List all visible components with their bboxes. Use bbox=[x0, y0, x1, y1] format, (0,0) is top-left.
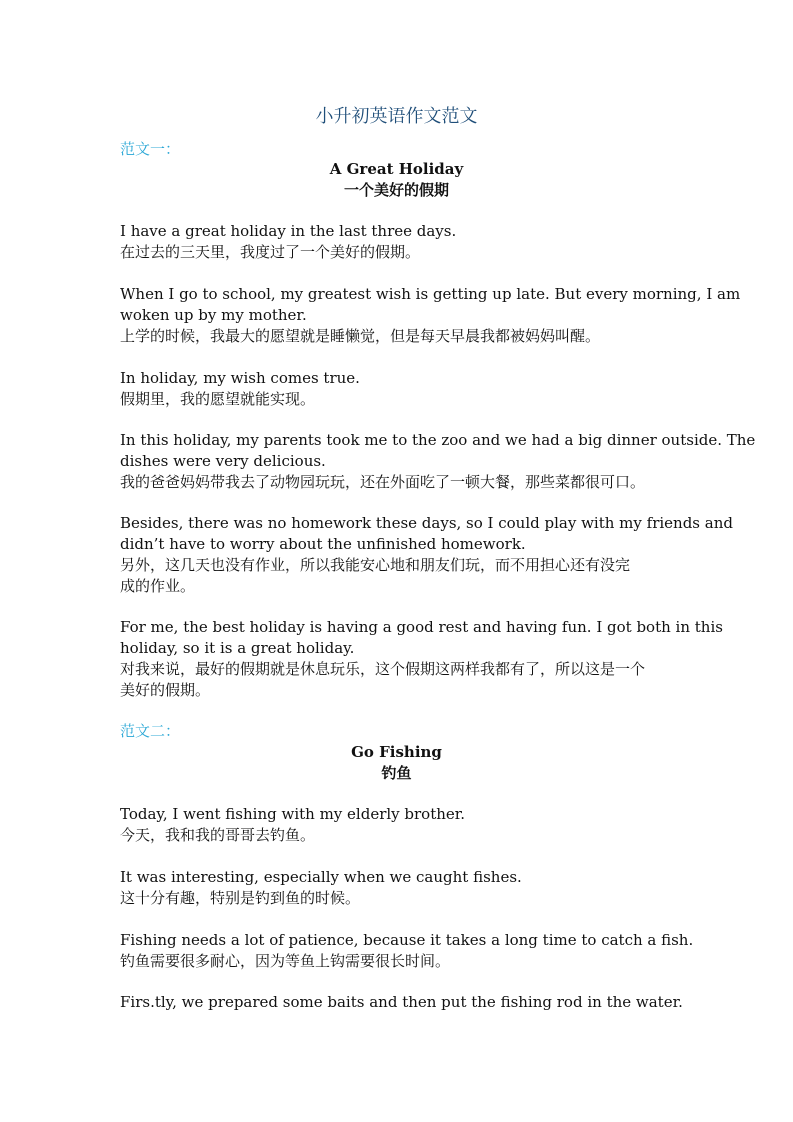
essay2-line: 今天，我和我的哥哥去钓鱼。 bbox=[120, 826, 316, 844]
essay2-line: Firs.tly, we prepared some baits and then put the fishing rod in the water. bbox=[120, 993, 683, 1011]
essay1-title-zh: 一个美好的假期 bbox=[343, 181, 449, 199]
essay2-line: Today, I went fishing with my elderly brother. bbox=[120, 805, 466, 823]
essay2-label: 范文二： bbox=[120, 722, 181, 740]
essay1-line: Besides, there was no homework these days, so I could play with my friends and bbox=[120, 514, 733, 532]
essay1-title-en: A Great Holiday bbox=[329, 160, 464, 178]
essay2-line: It was interesting, especially when we caught fishes. bbox=[120, 868, 522, 886]
essay1-line: 我的爸爸妈妈带我去了动物园玩玩，还在外面吃了一顿大餐，那些菜都很可口。 bbox=[120, 473, 646, 491]
essay2-line: Fishing needs a lot of patience, because it takes a long time to catch a fish. bbox=[120, 931, 694, 949]
essay2-title-zh: 钓鱼 bbox=[381, 764, 412, 782]
essay1-line: 对我来说，最好的假期就是休息玩乐，这个假期这两样我都有了，所以这是一个 bbox=[120, 660, 646, 678]
essay1-line: 上学的时候，我最大的愿望就是睡懒觉，但是每天早晨我都被妈妈叫醒。 bbox=[120, 327, 601, 345]
essay2-line: 钓鱼需要很多耐心，因为等鱼上钩需要很长时间。 bbox=[120, 952, 451, 970]
essay1-line: dishes were very delicious. bbox=[120, 452, 326, 470]
essay1-line: 成的作业。 bbox=[120, 577, 196, 595]
essay1-line: didn’t have to worry about the unfinished homework. bbox=[120, 535, 526, 553]
essay2-line: 这十分有趣，特别是钓到鱼的时候。 bbox=[120, 889, 361, 907]
essay1-line: When I go to school, my greatest wish is getting up late. But every morning, I am bbox=[120, 285, 741, 303]
essay1-line: 美好的假期。 bbox=[120, 681, 211, 699]
essay2-title-en: Go Fishing bbox=[351, 743, 442, 761]
essay1-line: holiday, so it is a great holiday. bbox=[120, 639, 355, 657]
essay1-line: 假期里，我的愿望就能实现。 bbox=[120, 390, 316, 408]
essay1-line: woken up by my mother. bbox=[120, 306, 307, 324]
essay1-line: For me, the best holiday is having a good rest and having fun. I got both in this bbox=[120, 618, 723, 636]
essay1-line: 另外，这几天也没有作业，所以我能安心地和朋友们玩，而不用担心还有没完 bbox=[120, 556, 631, 574]
essay1-line: 在过去的三天里，我度过了一个美好的假期。 bbox=[120, 243, 421, 261]
essay1-line: I have a great holiday in the last three days. bbox=[120, 222, 457, 240]
essay1-line: In holiday, my wish comes true. bbox=[120, 369, 360, 387]
essay1-label: 范文一： bbox=[120, 140, 181, 158]
essay1-line: In this holiday, my parents took me to the zoo and we had a big dinner outside. The bbox=[120, 431, 756, 449]
document-title: 小升初英语作文范文 bbox=[315, 106, 478, 127]
